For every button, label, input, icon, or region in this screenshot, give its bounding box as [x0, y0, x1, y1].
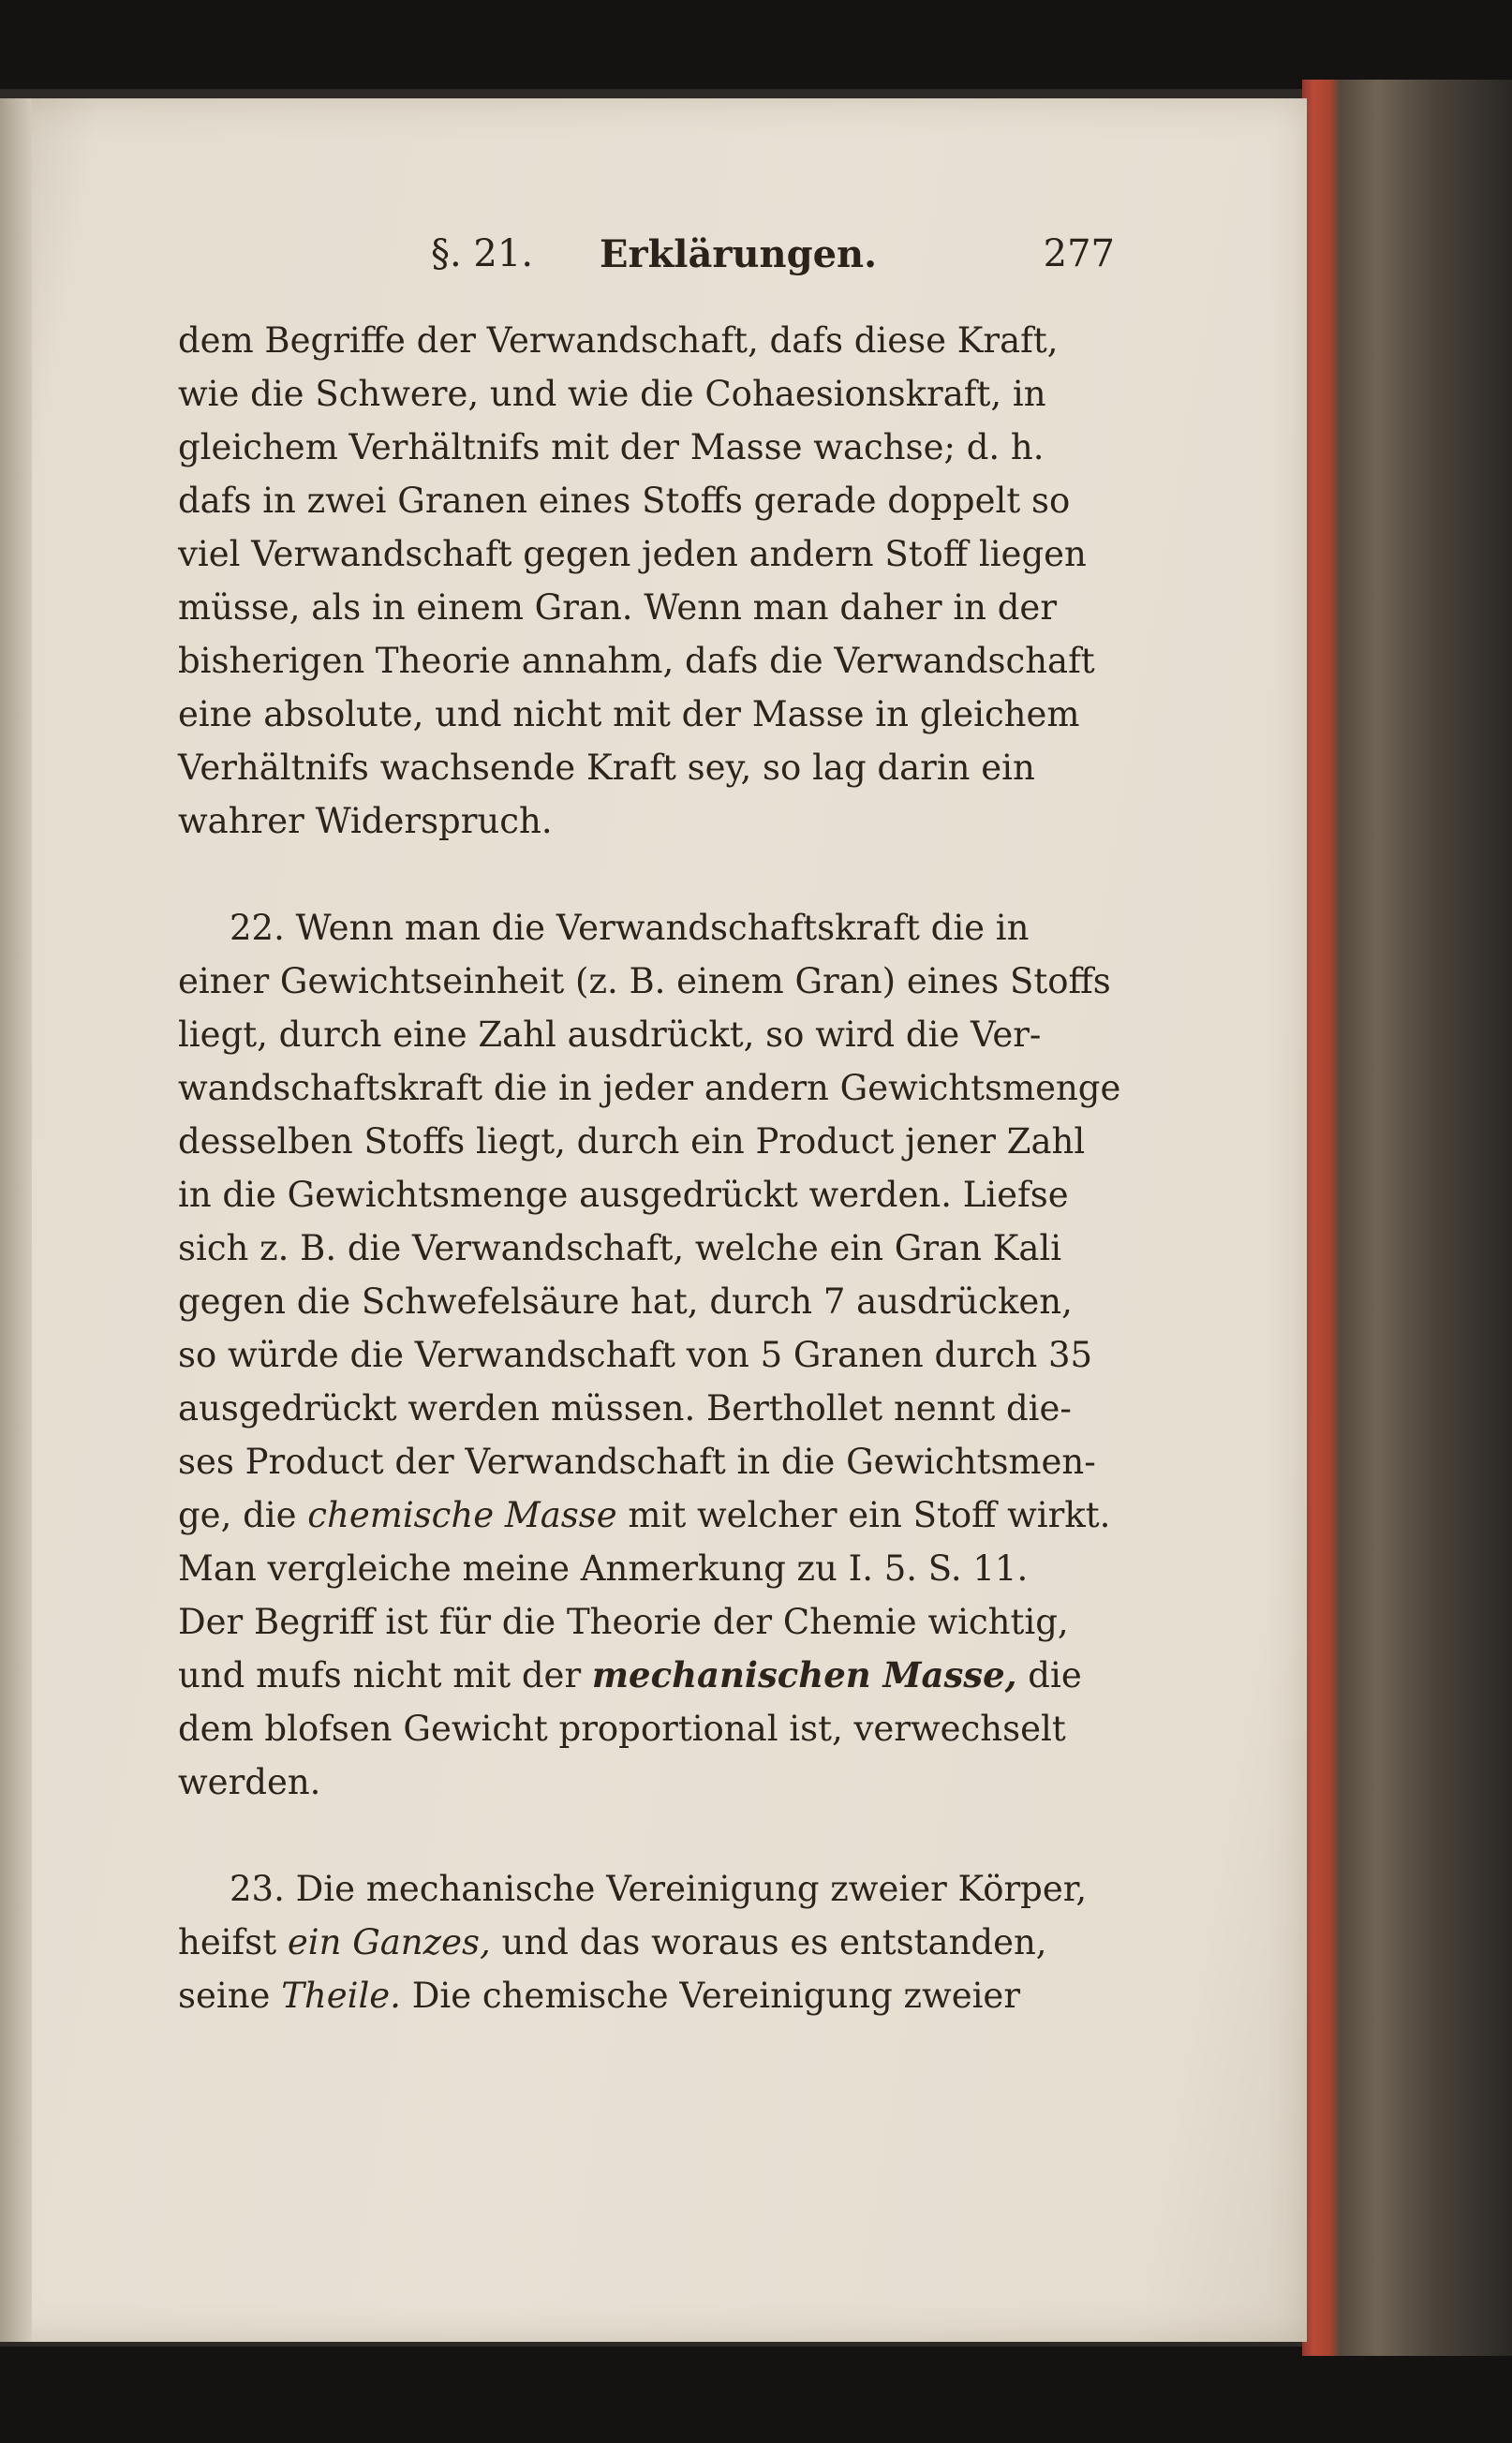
running-header [431, 232, 1115, 289]
text-line: dem blofsen Gewicht proportional ist, verwechselt [178, 1709, 1066, 1749]
text-line: gleichem Verhältnifs mit der Masse wachse; d. h. [178, 427, 1045, 467]
section-number: §. 21. [431, 232, 534, 275]
text-line: ausgedrückt werden müssen. Berthollet nennt die- [178, 1388, 1072, 1429]
text-line: so würde die Verwandschaft von 5 Granen durch 35 [178, 1335, 1093, 1375]
text-line: 22. Wenn man die Verwandschaftskraft die in [230, 908, 1030, 948]
text-line: eine absolute, und nicht mit der Masse in gleichem [178, 694, 1080, 734]
text-line: wahrer Widerspruch. [178, 801, 553, 841]
page-number: 277 [1043, 232, 1115, 275]
text-line: Man vergleiche meine Anmerkung zu I. 5. S. 11. [178, 1548, 1029, 1589]
text-line: in die Gewichtsmenge ausgedrückt werden. Liefse [178, 1175, 1069, 1215]
text-line: einer Gewichtseinheit (z. B. einem Gran) eines Stoffs [178, 961, 1111, 1001]
text-line [178, 1488, 1115, 1542]
text-line: wie die Schwere, und wie die Cohaesionskraft, in [178, 374, 1046, 414]
text-line: viel Verwandschaft gegen jeden andern Stoff liegen [178, 534, 1087, 574]
text-line [178, 1649, 1115, 1702]
text-run: heifst [178, 1922, 288, 1962]
facing-page-edge [0, 98, 32, 2342]
text-line: müsse, als in einem Gran. Wenn man daher in der [178, 587, 1058, 628]
text-line: wandschaftskraft die in jeder andern Gewichtsmenge [178, 1068, 1121, 1108]
text-line: sich z. B. die Verwandschaft, welche ein Gran Kali [178, 1228, 1062, 1268]
text-line: bisherigen Theorie annahm, dafs die Verwandschaft [178, 641, 1095, 681]
text-line: dem Begriffe der Verwandschaft, dafs diese Kraft, [178, 320, 1059, 361]
book-fore-edge [1302, 80, 1512, 2356]
italic-term: Theile. [281, 1976, 401, 2016]
text-run: ge, die [178, 1495, 308, 1535]
italic-term: ein Ganzes, [287, 1922, 491, 1962]
text-line: ses Product der Verwandschaft in die Gewichtsmen- [178, 1442, 1096, 1482]
paragraph-gap [178, 848, 1115, 901]
text-line: 23. Die mechanische Vereinigung zweier Körper, [230, 1869, 1088, 1909]
text-run: und das woraus es entstanden, [490, 1922, 1047, 1962]
italic-term: mechanischen Masse, [591, 1654, 1017, 1695]
text-line: desselben Stoffs liegt, durch ein Product jener Zahl [178, 1121, 1086, 1162]
text-run: die [1016, 1655, 1082, 1695]
text-line: liegt, durch eine Zahl ausdrückt, so wird die Ver- [178, 1014, 1042, 1055]
body-text [178, 314, 1121, 2022]
text-line [178, 1916, 1115, 1969]
text-run: Die chemische Vereinigung zweier [400, 1976, 1021, 2016]
text-line [178, 1969, 1115, 2022]
header-title: Erklärungen. [600, 232, 878, 276]
text-run: seine [178, 1976, 282, 2016]
italic-term: chemische Masse [307, 1495, 617, 1535]
text-run: und mufs nicht mit der [178, 1655, 592, 1695]
text-line: dafs in zwei Granen eines Stoffs gerade doppelt so [178, 481, 1071, 521]
text-line: werden. [178, 1762, 321, 1802]
text-line: Der Begriff ist für die Theorie der Chemie wichtig, [178, 1602, 1069, 1642]
text-line: gegen die Schwefelsäure hat, durch 7 ausdrücken, [178, 1281, 1073, 1322]
text-run: mit welcher ein Stoff wirkt. [616, 1495, 1111, 1535]
paragraph-gap [178, 1809, 1115, 1862]
text-line: Verhältnifs wachsende Kraft sey, so lag darin ein [178, 748, 1035, 788]
